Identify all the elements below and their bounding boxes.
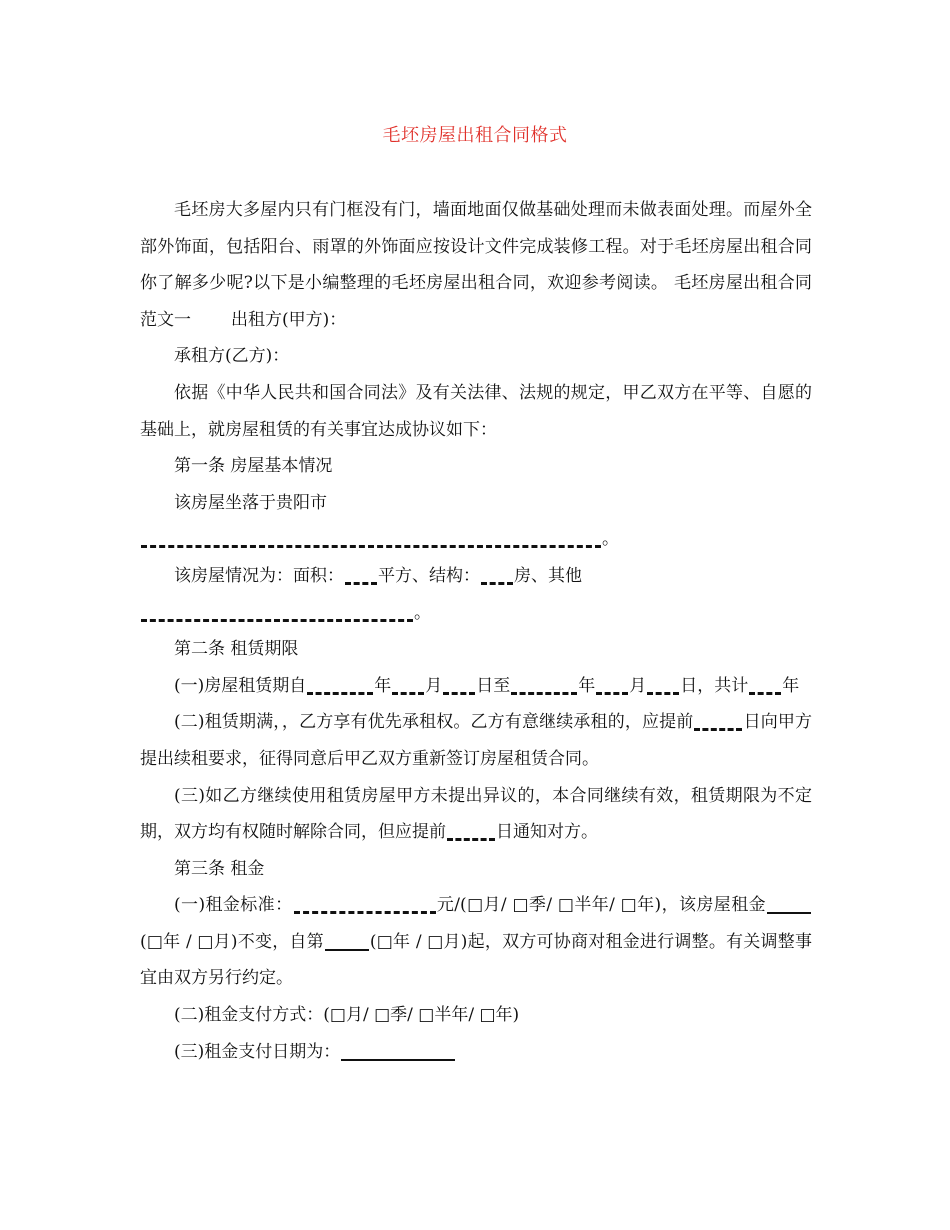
rent-standard-label: (一)租金标准：	[174, 895, 293, 916]
rent-amount-blank[interactable]	[294, 893, 436, 914]
start-year-label: 年	[374, 675, 392, 696]
article-1-heading-text: 第一条 房屋基本情况	[174, 456, 333, 477]
end-month-blank[interactable]	[596, 674, 628, 695]
sample-heading: 毛坯房屋出租合同范文一	[140, 273, 812, 330]
article-3-heading-text: 第三条 租金	[174, 858, 265, 879]
article-3-heading	[140, 851, 812, 888]
basis-paragraph	[140, 375, 812, 448]
adjust-options: (□年 / □月)起，双方可协商对租金进行调整。有关调整事宜由双方另行约定。	[140, 931, 812, 989]
renewal-paragraph	[140, 704, 812, 777]
end-year-label: 年	[578, 675, 596, 696]
indefinite-text-b: 日通知对方。	[496, 822, 598, 843]
article-2-heading-text: 第二条 租赁期限	[174, 639, 299, 660]
other-period: 。	[414, 602, 431, 623]
party-a-label: 出租方(甲方)：	[231, 309, 347, 330]
location-period: 。	[602, 529, 619, 550]
total-lead: 日，共计	[680, 675, 749, 696]
structure-blank[interactable]	[481, 564, 513, 585]
start-to-label: 日至	[476, 675, 511, 696]
start-month-blank[interactable]	[392, 674, 424, 695]
payment-method-paragraph	[140, 997, 812, 1034]
indefinite-paragraph	[140, 778, 812, 851]
article-2-heading	[140, 631, 812, 668]
fixed-period-blank[interactable]	[767, 894, 811, 914]
start-month-label: 月	[425, 675, 443, 696]
payment-date-paragraph	[140, 1034, 812, 1071]
end-month-label: 月	[629, 675, 647, 696]
party-b-paragraph	[140, 338, 812, 375]
term-paragraph	[140, 668, 812, 705]
end-day-blank[interactable]	[647, 674, 679, 695]
unit-room: 房、其他	[514, 565, 582, 586]
fixed-options: (□年 / □月)不变，自第	[140, 931, 324, 952]
renewal-days-blank[interactable]	[694, 710, 742, 731]
adjust-period-blank[interactable]	[325, 931, 369, 951]
total-years-blank[interactable]	[749, 674, 781, 695]
start-day-blank[interactable]	[443, 674, 475, 695]
other-blank[interactable]	[141, 601, 413, 622]
info-paragraph	[140, 558, 812, 595]
term-open: (一)房屋租赁期自	[174, 675, 307, 696]
start-year-blank[interactable]	[307, 674, 373, 695]
area-blank[interactable]	[345, 564, 377, 585]
unit-sqm: 平方、结构：	[378, 565, 480, 586]
party-b-label: 承租方(乙方)：	[174, 346, 290, 367]
location-blank-line	[140, 521, 812, 558]
document-title: 毛坯房屋出租合同格式	[382, 125, 568, 146]
indefinite-text-a: (三)如乙方继续使用租赁房屋甲方未提出异议的，本合同继续有效，租赁期限为不定期，双方均有权随时解除合同，但应提前	[140, 785, 812, 843]
payment-date-blank[interactable]	[341, 1041, 455, 1061]
renewal-text-b: 日向甲方提出续租要求，征得同意后甲乙双方重新签订房屋租赁合同。	[140, 712, 813, 769]
notice-days-blank[interactable]	[447, 820, 495, 841]
other-blank-line	[140, 595, 812, 632]
payment-method-text: (二)租金支付方式：(□月/ □季/ □半年/ □年)	[174, 1005, 520, 1026]
info-label: 该房屋情况为：面积：	[174, 565, 344, 586]
basis-text: 依据《中华人民共和国合同法》及有关法律、法规的规定，甲乙双方在平等、自愿的基础上，就房屋租赁的有关事宜达成协议如下：	[140, 382, 812, 440]
rent-standard-options: 元/(□月/ □季/ □半年/ □年)，该房屋租金	[436, 895, 767, 916]
end-year-blank[interactable]	[511, 674, 577, 695]
intro-paragraph	[140, 192, 812, 338]
location-label: 该房屋坐落于贵阳市	[174, 492, 327, 513]
total-years-label: 年	[782, 675, 800, 696]
renewal-text-a: (二)租赁期满，，乙方享有优先承租权。乙方有意继续承租的，应提前	[174, 712, 694, 733]
location-blank[interactable]	[141, 527, 601, 548]
rent-standard-paragraph	[140, 887, 812, 997]
location-paragraph	[140, 485, 812, 522]
payment-date-label: (三)租金支付日期为：	[174, 1041, 341, 1062]
article-1-heading	[140, 448, 812, 485]
document-body	[140, 192, 812, 1070]
intro-text: 毛坯房大多屋内只有门框没有门，墙面地面仅做基础处理而未做表面处理。而屋外全部外饰面，包括阳台、雨罩的外饰面应按设计文件完成装修工程。对于毛坯房屋出租合同你了解多少呢?以下是小编整理的毛坯房屋出租合同，欢迎参考阅读。	[140, 200, 812, 294]
